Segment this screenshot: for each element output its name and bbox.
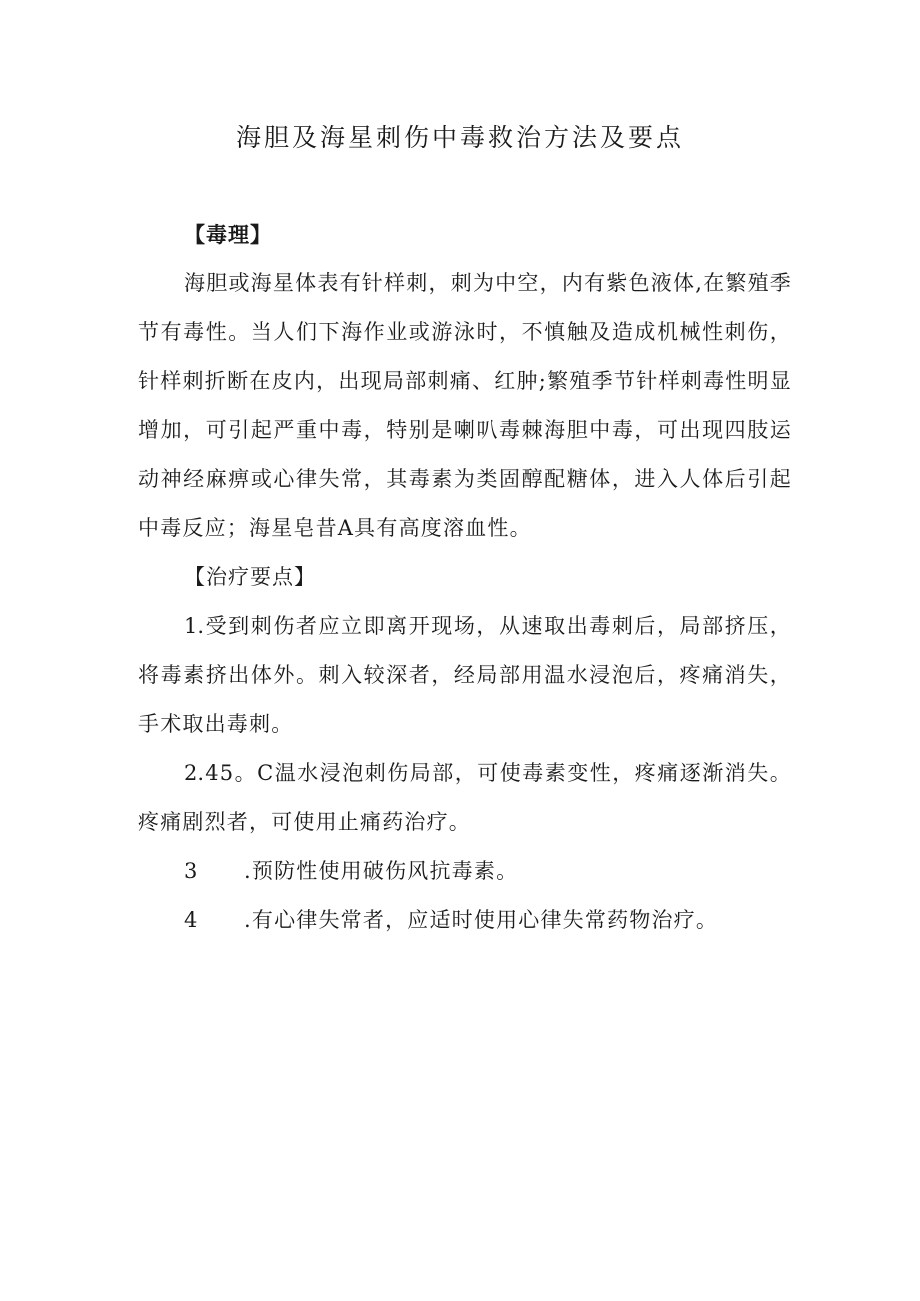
treatment-item-text: .有心律失常者，应适时使用心律失常药物治疗。 [244, 908, 719, 932]
treatment-item-number: 4 [184, 908, 198, 932]
treatment-item-1 [138, 602, 792, 749]
document-body [138, 210, 792, 945]
treatment-item-2 [138, 749, 792, 847]
treatment-item-number: 3 [184, 859, 198, 883]
treatment-item-number: 2 [184, 761, 198, 785]
treatment-item-text: .预防性使用破伤风抗毒素。 [244, 859, 519, 883]
treatment-item-3 [138, 847, 792, 896]
treatment-item-number: 1 [184, 614, 198, 638]
treatment-item-text: .受到刺伤者应立即离开现场，从速取出毒刺后，局部挤压，将毒素挤出体外。刺入较深者，经局部用温水浸泡后，疼痛消失，手术取出毒刺。 [138, 614, 792, 736]
toxicology-paragraph: 海胆或海星体表有针样刺，刺为中空，内有紫色液体,在繁殖季节有毒性。当人们下海作业或游泳时，不慎触及造成机械性刺伤，针样刺折断在皮内，出现局部刺痛、红肿;繁殖季节针样刺毒性明显增加，可引起严重中毒，特别是喇叭毒棘海胆中毒，可出现四肢运动神经麻痹或心律失常，其毒素为类固醇配糖体，进入人体后引起中毒反应；海星皂昔A具有高度溶血性。 [138, 271, 792, 540]
treatment-item-4 [138, 896, 792, 945]
treatment-item-text: .45。C温水浸泡刺伤局部，可使毒素变性，疼痛逐渐消失。疼痛剧烈者，可使用止痛药治疗。 [138, 761, 792, 834]
toxicology-heading: 【毒理】 [184, 222, 272, 247]
treatment-heading: 【治疗要点】 [184, 565, 316, 589]
document-title: 海胆及海星刺伤中毒救治方法及要点 [235, 123, 684, 152]
